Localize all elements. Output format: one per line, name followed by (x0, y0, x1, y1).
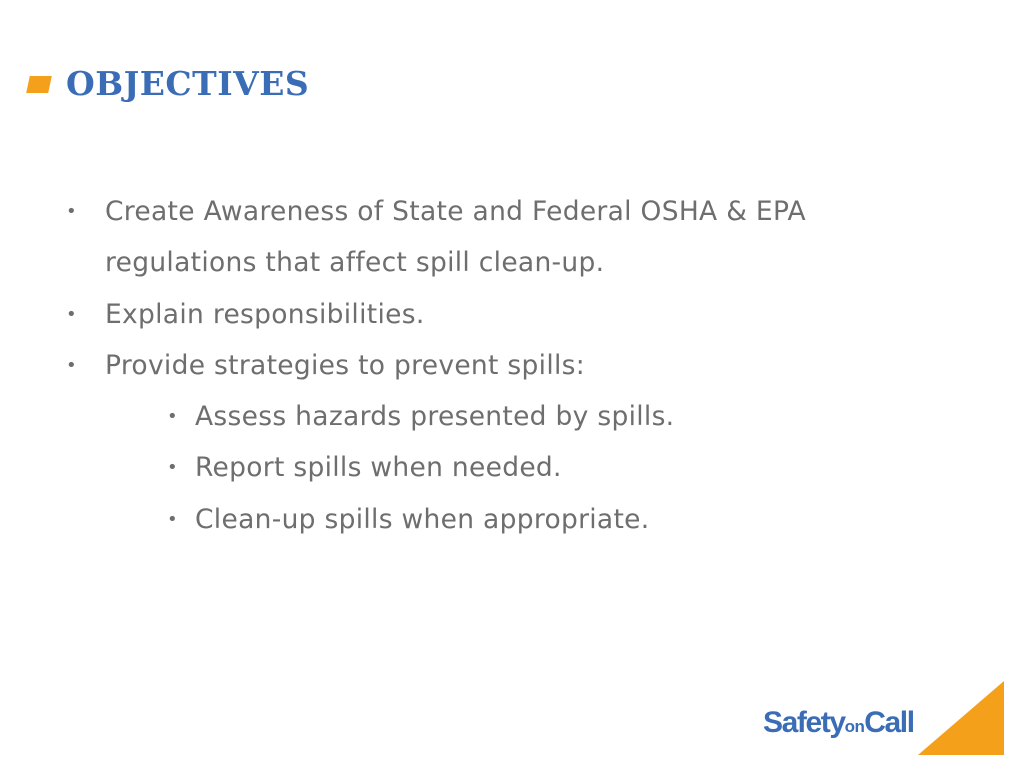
logo-text-safety: Safety (763, 706, 845, 739)
bullet-text: Explain responsibilities. (105, 298, 425, 330)
slide-title: OBJECTIVES (66, 64, 310, 103)
bullet-text: Create Awareness of State and Federal OSHA & EPA regulations that affect spill clean-up. (105, 196, 806, 279)
bullet-text: Assess hazards presented by spills. (195, 401, 675, 433)
logo-text-call: Call (864, 706, 914, 739)
bullet-dot-icon: • (66, 354, 77, 376)
bullet-text: Clean-up spills when appropriate. (195, 503, 650, 535)
corner-triangle-shape (918, 681, 1004, 755)
bullet-list (0, 186, 1024, 545)
bullet-item (0, 289, 835, 340)
bullet-text: Provide strategies to prevent spills: (105, 349, 585, 381)
safety-on-call-logo (763, 706, 914, 746)
bullet-dot-icon: • (66, 201, 77, 222)
bullet-dot-icon: • (167, 406, 178, 428)
bullet-item (0, 340, 835, 391)
bullet-dot-icon: • (66, 303, 77, 325)
sub-bullet-item (0, 442, 1024, 493)
bullet-item (0, 186, 835, 289)
corner-triangle-icon (918, 681, 1004, 755)
logo-text-on: on (844, 717, 865, 736)
bullet-text: Report spills when needed. (195, 452, 562, 484)
sub-bullet-item (0, 494, 1024, 545)
sub-bullet-item (0, 391, 1024, 442)
bullet-dot-icon: • (167, 457, 178, 479)
bullet-dot-icon: • (167, 508, 178, 530)
title-marker-icon (26, 76, 52, 93)
